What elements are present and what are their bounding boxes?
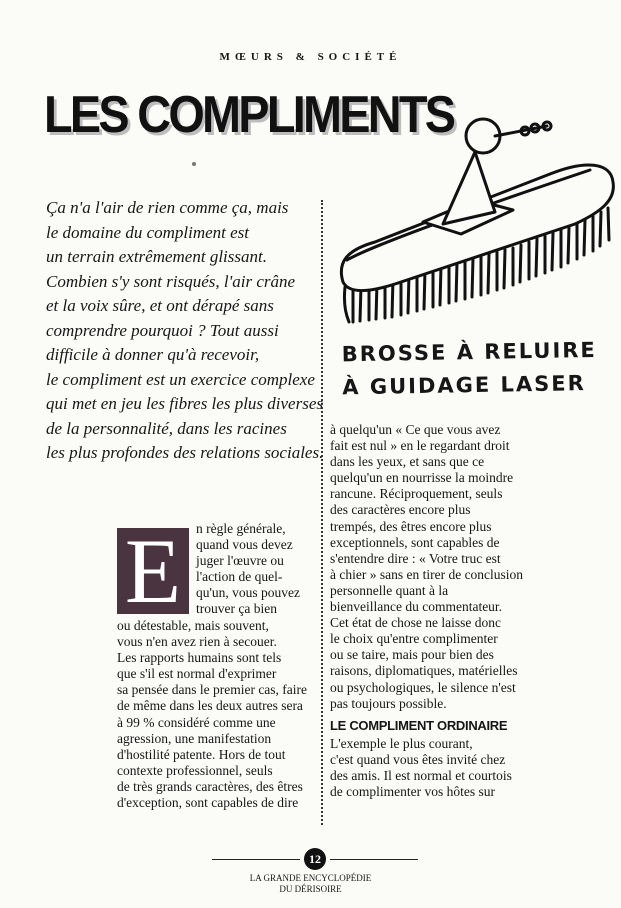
footer: [0, 873, 621, 895]
body-line: que s'il est normal d'exprimer: [117, 666, 277, 682]
body-line: de même dans les deux autres sera: [117, 698, 303, 714]
body-line: trouver ça bien: [196, 601, 277, 617]
intro-line: de la personnalité, dans les racines: [46, 418, 287, 438]
body-line: exceptionnels, sont capables de: [330, 534, 500, 550]
intro-line: les plus profondes des relations sociales.: [46, 443, 324, 462]
intro-line: un terrain extrêmement glissant.: [46, 247, 267, 266]
intro-line: comprendre pourquoi ? Tout aussi: [46, 320, 279, 340]
body-line: pas toujours possible.: [330, 695, 447, 711]
intro-line: difficile à donner qu'à recevoir,: [46, 345, 260, 364]
body-line: trempés, des êtres encore plus: [330, 518, 492, 534]
body-line: contexte professionnel, seuls: [117, 762, 273, 778]
intro-line: le domaine du compliment est: [46, 222, 250, 242]
body-line: L'exemple le plus courant,: [330, 735, 473, 751]
intro-line: qui met en jeu les fibres les plus diverses: [46, 394, 323, 413]
body-line: bienveillance du commentateur.: [330, 599, 503, 615]
body-line: personnelle quant à la: [330, 582, 449, 598]
body-line: ou se taire, mais pour bien des: [330, 647, 494, 663]
body-line: à 99 % considéré comme une: [117, 714, 276, 730]
body-line: c'est quand vous êtes invité chez: [330, 751, 506, 767]
body-line: Cet état de chose ne laisse donc: [330, 615, 501, 631]
body-line: à chier » sans en tirer de conclusion: [330, 566, 524, 582]
body-line: des caractères encore plus: [330, 502, 471, 518]
body-line: juger l'œuvre ou: [196, 553, 284, 569]
drop-cap: E: [117, 528, 189, 614]
brush-illustration: [335, 112, 617, 334]
body-line: le choix qu'entre complimenter: [330, 631, 498, 647]
right-column: [330, 422, 570, 800]
body-line: raisons, diplomatiques, matérielles: [330, 663, 518, 679]
body-line: des amis. Il est normal et courtois: [330, 767, 512, 783]
caption-line: À GUIDAGE LASER: [342, 371, 587, 400]
ink-speck: [192, 162, 196, 166]
illustration-caption: [341, 334, 612, 405]
intro-line: le compliment est un exercice complexe: [46, 369, 315, 389]
body-line: rancune. Réciproquement, seuls: [330, 486, 503, 502]
column-divider: [321, 200, 323, 825]
body-line: quelqu'un en nourrisse la moindre: [330, 470, 514, 486]
intro-line: et la voix sûre, et ont dérapé sans: [46, 296, 274, 315]
body-line: de complimenter vos hôtes sur: [330, 784, 495, 800]
caption-line: BROSSE À RELUIRE: [341, 337, 597, 367]
footer-rule-right: [330, 859, 418, 860]
body-line: Les rapports humains sont tels: [117, 650, 282, 666]
body-line: d'exception, sont capables de dire: [117, 795, 299, 811]
section-heading: MŒURS & SOCIÉTÉ: [219, 51, 402, 63]
left-column-body: [117, 618, 317, 811]
body-line: vous n'en avez rien à secouer.: [117, 634, 277, 650]
intro-line: Combien s'y sont risqués, l'air crâne: [46, 271, 296, 291]
body-line: sa pensée dans le premier cas, faire: [117, 682, 308, 698]
subheading: LE COMPLIMENT ORDINAIRE: [330, 717, 508, 733]
body-line: ou détestable, mais souvent,: [117, 618, 269, 633]
body-line: d'hostilité patente. Hors de tout: [117, 746, 286, 762]
footer-rule-left: [212, 859, 300, 860]
footer-line: LA GRANDE ENCYCLOPÉDIE: [249, 873, 372, 883]
body-line: à quelqu'un « Ce que vous avez: [330, 422, 501, 437]
body-line: l'action de quel-: [196, 569, 283, 585]
body-line: n règle générale,: [196, 521, 286, 536]
body-line: fait est nul » en le regardant droit: [330, 438, 510, 454]
page-title: LES COMPLIMENTS: [44, 86, 454, 144]
body-line: qu'un, vous pouvez: [196, 585, 301, 601]
brush-icon: [335, 112, 617, 334]
intro-line: Ça n'a l'air de rien comme ça, mais: [46, 198, 289, 217]
body-line: agression, une manifestation: [117, 730, 272, 746]
left-column-intro: [196, 521, 320, 618]
intro-paragraph: [46, 196, 324, 466]
body-line: quand vous devez: [196, 537, 293, 553]
body-line: de très grands caractères, des êtres: [117, 778, 303, 794]
body-line: dans les yeux, et sans que ce: [330, 454, 485, 470]
page-number: 12: [304, 848, 326, 870]
footer-line: DU DÉRISOIRE: [279, 884, 342, 894]
body-line: ou psychologiques, le silence n'est: [330, 679, 516, 695]
body-line: s'entendre dire : « Votre truc est: [330, 550, 501, 566]
